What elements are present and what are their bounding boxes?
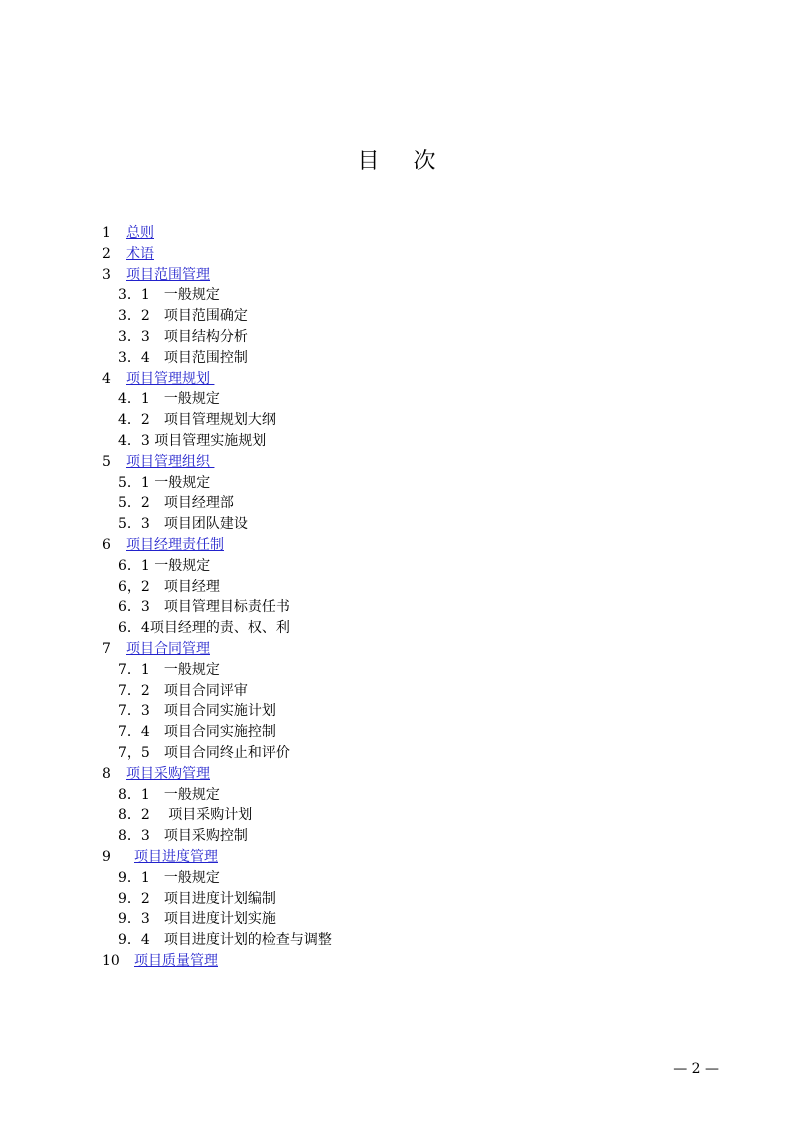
- toc-section-entry: [102, 493, 702, 514]
- toc-entry-gap: [150, 683, 164, 699]
- toc-chapter-entry[interactable]: [102, 764, 702, 785]
- toc-entry-number: 8: [102, 765, 111, 782]
- toc-section-entry: [102, 681, 702, 702]
- toc-section-entry: [102, 722, 702, 743]
- toc-chapter-link[interactable]: 项目管理组织: [126, 453, 215, 470]
- toc-section-label: 项目管理规划大纲: [163, 412, 276, 429]
- toc-section-label: 项目管理目标责任书: [163, 599, 290, 616]
- toc-chapter-entry[interactable]: [102, 452, 702, 473]
- toc-entry-number: 9．3: [118, 911, 150, 928]
- toc-entry-number: 10: [102, 952, 120, 969]
- toc-section-label: 项目采购控制: [163, 828, 248, 845]
- toc-entry-gap: [150, 662, 164, 678]
- toc-chapter-link[interactable]: 项目采购管理: [126, 765, 210, 782]
- toc-section-label: 一般规定: [163, 391, 220, 408]
- toc-entry-gap: [150, 579, 164, 595]
- toc-entry-gap: [150, 911, 164, 927]
- toc-chapter-entry[interactable]: [102, 369, 702, 390]
- toc-section-label: 项目合同评审: [163, 682, 248, 699]
- toc-section-label: 项目经理部: [163, 495, 234, 512]
- toc-entry-number: 3．2: [118, 308, 150, 325]
- toc-entry-gap: [150, 391, 164, 407]
- toc-entry-number: 6．4: [118, 620, 150, 637]
- toc-section-label: 一般规定: [163, 786, 220, 803]
- toc-chapter-entry[interactable]: [102, 639, 702, 660]
- toc-entry-number: 2: [102, 245, 111, 262]
- toc-entry-gap: [150, 932, 164, 948]
- page-title: [0, 147, 793, 177]
- toc-section-entry: [102, 660, 702, 681]
- toc-section-entry: [102, 556, 702, 577]
- toc-section-label: 一般规定: [154, 557, 211, 574]
- toc-section-entry: [102, 514, 702, 535]
- toc-entry-number: 3．4: [118, 349, 150, 366]
- toc-section-label: 一般规定: [163, 869, 220, 886]
- toc-entry-number: 7．3: [118, 703, 150, 720]
- toc-section-label: 一般规定: [154, 474, 211, 491]
- toc-entry-number: 1: [102, 225, 111, 241]
- toc-entry-number: 6: [102, 536, 111, 553]
- toc-entry-number: 4．1: [118, 391, 150, 408]
- toc-section-label: 项目采购计划: [168, 807, 253, 824]
- toc-section-label: 项目结构分析: [163, 328, 248, 345]
- toc-section-label: 项目管理实施规划: [154, 432, 267, 449]
- toc-entry-number: 7．1: [118, 661, 150, 678]
- toc-section-entry: [102, 618, 702, 639]
- toc-section-label: 一般规定: [163, 661, 220, 678]
- toc-entry-number: 5．1: [118, 474, 150, 491]
- toc-section-label: 项目进度计划编制: [163, 890, 276, 907]
- toc-entry-number: 8．3: [118, 828, 150, 845]
- toc-section-entry: [102, 909, 702, 930]
- toc-entry-gap: [150, 412, 164, 428]
- toc-chapter-link[interactable]: 项目进度管理: [134, 848, 218, 865]
- toc-chapter-link[interactable]: 项目合同管理: [126, 640, 210, 657]
- toc-section-entry: [102, 473, 702, 494]
- toc-entry-number: 3: [102, 266, 111, 283]
- toc-section-entry: [102, 930, 702, 951]
- toc-entry-number: 5．2: [118, 495, 150, 512]
- toc-section-label: 一般规定: [163, 287, 220, 304]
- toc-entry-number: 7．4: [118, 724, 150, 741]
- toc-section-label: 项目合同实施计划: [163, 703, 276, 720]
- toc-chapter-entry[interactable]: [102, 223, 702, 244]
- toc-entry-number: 6．1: [118, 557, 150, 574]
- table-of-contents: [102, 223, 702, 972]
- toc-entry-number: 9．4: [118, 932, 150, 949]
- toc-entry-gap: [150, 807, 168, 823]
- toc-entry-gap: [150, 516, 164, 532]
- page-title-char-2: 次: [413, 149, 436, 174]
- toc-section-entry: [102, 348, 702, 369]
- toc-section-label: 项目进度计划实施: [163, 911, 276, 928]
- toc-entry-number: 4: [102, 370, 111, 387]
- toc-chapter-entry[interactable]: [102, 265, 702, 286]
- toc-entry-number: 6．3: [118, 599, 150, 616]
- toc-entry-number: 3．3: [118, 328, 150, 345]
- toc-entry-gap: [150, 745, 164, 761]
- toc-chapter-link[interactable]: 项目范围管理: [126, 266, 210, 283]
- toc-chapter-link[interactable]: 总则: [126, 225, 154, 241]
- toc-chapter-entry[interactable]: [102, 244, 702, 265]
- toc-section-entry: [102, 889, 702, 910]
- toc-section-entry: [102, 826, 702, 847]
- toc-entry-number: 7: [102, 640, 111, 657]
- toc-section-entry: [102, 701, 702, 722]
- toc-entry-gap: [150, 329, 164, 345]
- page-title-char-1: 目: [357, 149, 380, 174]
- toc-entry-gap: [150, 870, 164, 886]
- toc-entry-number: 6，2: [118, 578, 150, 595]
- toc-entry-number: 8．1: [118, 786, 150, 803]
- toc-section-entry: [102, 868, 702, 889]
- toc-section-label: 项目合同实施控制: [163, 724, 276, 741]
- toc-entry-gap: [150, 787, 164, 803]
- toc-entry-number: 4．2: [118, 412, 150, 429]
- toc-chapter-link[interactable]: 项目管理规划: [126, 370, 215, 387]
- toc-entry-number: 3．1: [118, 287, 150, 304]
- toc-section-entry: [102, 743, 702, 764]
- toc-section-label: 项目团队建设: [163, 516, 248, 533]
- toc-section-label: 项目范围控制: [163, 349, 248, 366]
- toc-entry-number: 9．1: [118, 869, 150, 886]
- toc-section-label: 项目合同终止和评价: [163, 744, 290, 761]
- toc-section-entry: [102, 785, 702, 806]
- toc-section-label: 项目进度计划的检查与调整: [163, 932, 332, 949]
- toc-entry-gap: [150, 828, 164, 844]
- toc-chapter-entry[interactable]: [102, 847, 702, 868]
- toc-section-entry: [102, 285, 702, 306]
- toc-entry-gap: [150, 287, 164, 303]
- toc-entry-gap: [150, 891, 164, 907]
- toc-section-label: 项目范围确定: [163, 308, 248, 325]
- toc-entry-gap: [150, 495, 164, 511]
- toc-entry-number: 5: [102, 453, 111, 470]
- toc-section-entry: [102, 431, 702, 452]
- toc-section-entry: [102, 577, 702, 598]
- toc-entry-gap: [150, 350, 164, 366]
- toc-section-entry: [102, 389, 702, 410]
- toc-entry-number: 9．2: [118, 890, 150, 907]
- toc-entry-number: 7．2: [118, 682, 150, 699]
- toc-section-entry: [102, 327, 702, 348]
- toc-entry-number: 8．2: [118, 807, 150, 824]
- toc-entry-number: 7，5: [118, 744, 150, 761]
- toc-section-label: 项目经理: [163, 578, 220, 595]
- toc-entry-gap: [150, 599, 164, 615]
- toc-section-entry: [102, 410, 702, 431]
- toc-chapter-link[interactable]: 项目经理责任制: [126, 536, 224, 553]
- toc-section-label: 项目经理的责、权、利: [149, 620, 290, 637]
- toc-entry-gap: [150, 703, 164, 719]
- toc-chapter-link[interactable]: 术语: [126, 245, 154, 262]
- toc-chapter-link[interactable]: 项目质量管理: [134, 952, 218, 969]
- toc-section-entry: [102, 805, 702, 826]
- toc-entry-gap: [150, 724, 164, 740]
- toc-entry-number: 4．3: [118, 432, 150, 449]
- toc-section-entry: [102, 597, 702, 618]
- toc-entry-gap: [150, 308, 164, 324]
- page-number: — 2 —: [673, 1061, 719, 1077]
- toc-chapter-entry[interactable]: [102, 951, 702, 972]
- toc-entry-number: 5．3: [118, 516, 150, 533]
- toc-chapter-entry[interactable]: [102, 535, 702, 556]
- toc-entry-number: 9: [102, 848, 111, 865]
- toc-section-entry: [102, 306, 702, 327]
